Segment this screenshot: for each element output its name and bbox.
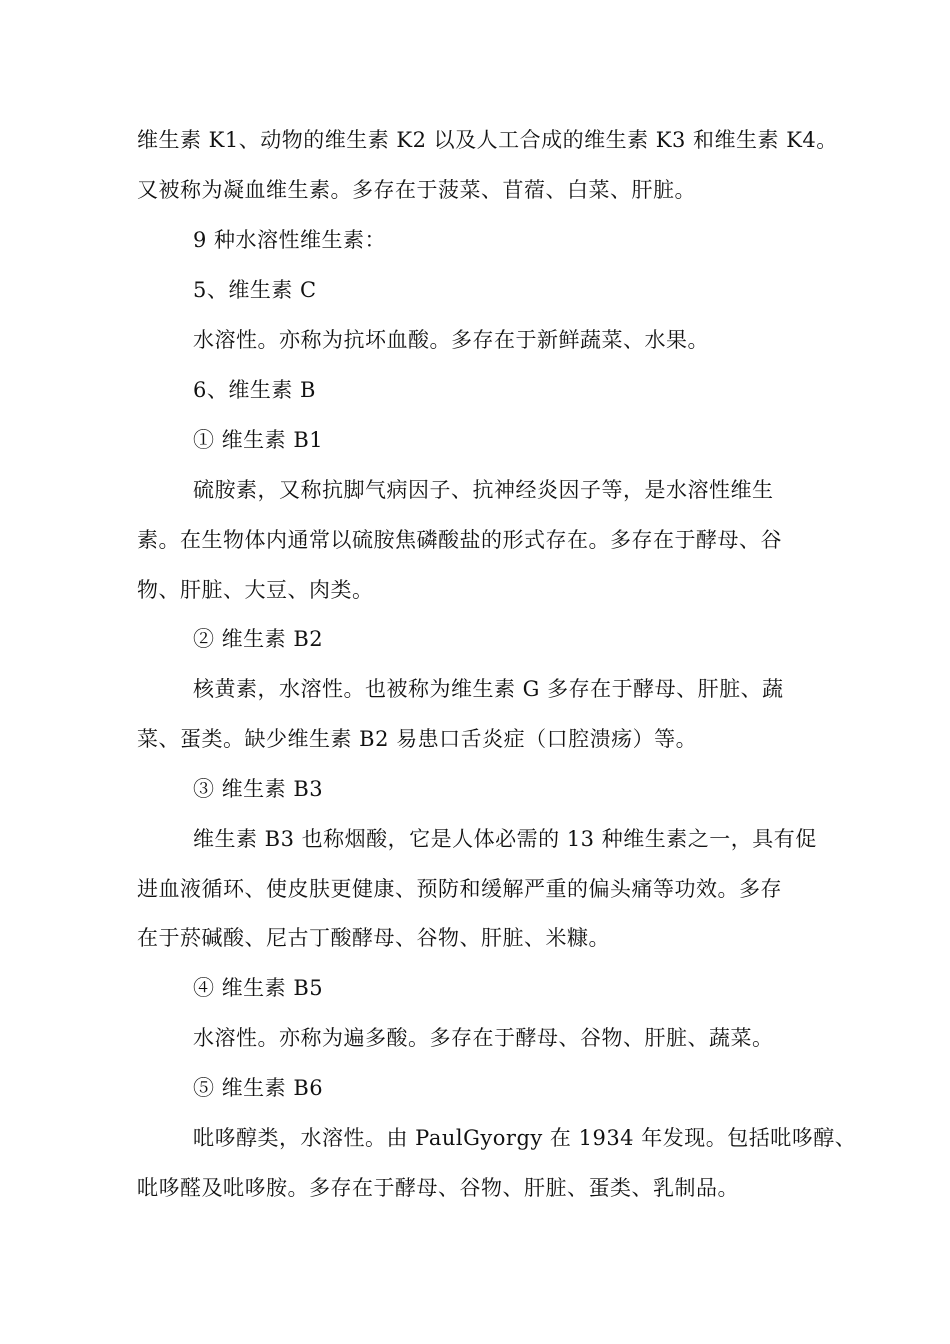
subheading-vitamin-b5: ④ 维生素 B5 — [193, 976, 324, 1000]
paragraph-line-b2-2: 菜、蛋类。缺少维生素 B2 易患口舌炎症（口腔溃疡）等。 — [137, 727, 698, 751]
paragraph-line-b1-2: 素。在生物体内通常以硫胺焦磷酸盐的形式存在。多存在于酵母、谷 — [137, 528, 782, 552]
paragraph-line-vitamin-k-sources: 又被称为凝血维生素。多存在于菠菜、苜蓿、白菜、肝脏。 — [137, 178, 696, 202]
subheading-vitamin-b1: ① 维生素 B1 — [193, 428, 324, 452]
paragraph-line-b1-3: 物、肝脏、大豆、肉类。 — [137, 578, 374, 602]
heading-vitamin-b: 6、维生素 B — [193, 378, 316, 402]
paragraph-line-b6-2: 吡哆醛及吡哆胺。多存在于酵母、谷物、肝脏、蛋类、乳制品。 — [137, 1176, 739, 1200]
heading-vitamin-c: 5、维生素 C — [193, 278, 317, 302]
paragraph-line-b3-3: 在于菸碱酸、尼古丁酸酵母、谷物、肝脏、米糠。 — [137, 926, 610, 950]
subheading-vitamin-b2: ② 维生素 B2 — [193, 627, 324, 651]
paragraph-line-vitamin-c: 水溶性。亦称为抗坏血酸。多存在于新鲜蔬菜、水果。 — [193, 328, 709, 352]
paragraph-line-b3-1: 维生素 B3 也称烟酸，它是人体必需的 13 种维生素之一，具有促 — [193, 827, 817, 851]
paragraph-line-b6-1: 吡哆醇类，水溶性。由 PaulGyorgy 在 1934 年发现。包括吡哆醇、 — [193, 1126, 857, 1150]
paragraph-line-b1-1: 硫胺素，又称抗脚气病因子、抗神经炎因子等，是水溶性维生 — [193, 478, 774, 502]
subheading-vitamin-b6: ⑤ 维生素 B6 — [193, 1076, 324, 1100]
section-heading-water-soluble: 9 种水溶性维生素： — [193, 228, 387, 252]
paragraph-line-b3-2: 进血液循环、使皮肤更健康、预防和缓解严重的偏头痛等功效。多存 — [137, 877, 782, 901]
paragraph-line-vitamin-k-types: 维生素 K1、动物的维生素 K2 以及人工合成的维生素 K3 和维生素 K4。 — [137, 128, 838, 152]
subheading-vitamin-b3: ③ 维生素 B3 — [193, 777, 324, 801]
paragraph-line-b5: 水溶性。亦称为遍多酸。多存在于酵母、谷物、肝脏、蔬菜。 — [193, 1026, 774, 1050]
paragraph-line-b2-1: 核黄素，水溶性。也被称为维生素 G 多存在于酵母、肝脏、蔬 — [193, 677, 784, 701]
